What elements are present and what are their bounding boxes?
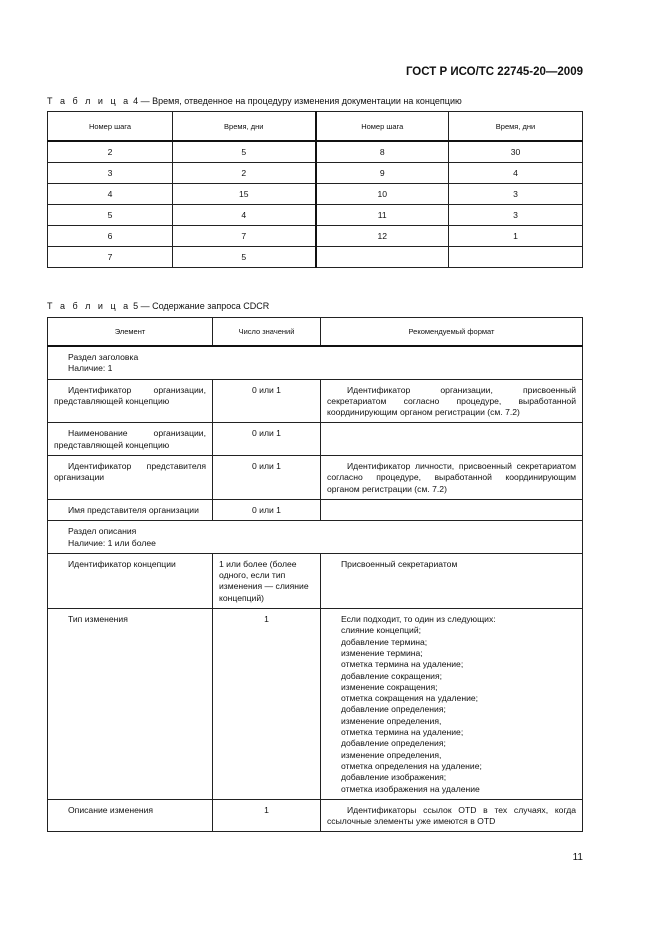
format-cell	[321, 423, 583, 456]
change-type-option: отметка сокращения на удаление;	[341, 693, 479, 704]
document-id: ГОСТ Р ИСО/ТС 22745-20—2009	[405, 66, 583, 78]
column-header: Элемент	[48, 318, 213, 347]
table5-caption	[47, 301, 269, 311]
format-cell: Идентификатор организации, присвоенный секретариатом согласно процедуре, выработанной координирующим органом регистрации (см. 7.2)	[321, 379, 583, 423]
change-type-option: изменение определения,	[341, 749, 442, 760]
page-number: 11	[572, 852, 583, 863]
count-cell: 0 или 1	[213, 456, 321, 500]
table-row	[48, 226, 583, 247]
time-days-cell: 3	[449, 184, 583, 205]
change-type-option: добавление термина;	[341, 636, 428, 647]
time-days-cell: 4	[449, 163, 583, 184]
table-row	[48, 499, 583, 520]
change-type-option: отметка термина на удаление;	[341, 659, 464, 670]
step-number-cell: 3	[48, 163, 173, 184]
section-row	[48, 521, 583, 554]
time-days-cell	[449, 247, 583, 268]
table-4	[47, 111, 583, 268]
step-number-cell: 2	[48, 141, 173, 163]
change-type-option: добавление сокращения;	[341, 670, 443, 681]
count-cell: 0 или 1	[213, 379, 321, 423]
change-type-option: отметка изображения на удаление	[341, 783, 480, 794]
section-title: Раздел заголовка	[68, 352, 139, 362]
time-days-cell: 5	[173, 247, 316, 268]
count-cell: 0 или 1	[213, 499, 321, 520]
table-row	[48, 184, 583, 205]
element-cell: Наименование организации, представляющей концепцию	[48, 423, 213, 456]
format-cell: Идентификатор личности, присвоенный секретариатом согласно процедуре, выработанной координирующим органом регистрации (см. 7.2)	[321, 456, 583, 500]
step-number-cell: 11	[316, 205, 449, 226]
step-number-cell: 5	[48, 205, 173, 226]
table-row	[48, 205, 583, 226]
column-header: Номер шага	[316, 112, 449, 142]
table-row	[48, 553, 583, 608]
time-days-cell: 4	[173, 205, 316, 226]
step-number-cell	[316, 247, 449, 268]
change-type-option: изменение определения,	[341, 715, 442, 726]
change-type-option: отметка определения на удаление;	[341, 760, 482, 771]
element-cell: Тип изменения	[48, 609, 213, 800]
time-days-cell: 1	[449, 226, 583, 247]
element-cell: Идентификатор организации, представляющей концепцию	[48, 379, 213, 423]
element-cell: Идентификатор концепции	[48, 553, 213, 608]
change-type-option: добавление определения;	[341, 738, 446, 749]
change-type-option: Если подходит, то один из следующих:	[341, 614, 496, 625]
step-number-cell: 8	[316, 141, 449, 163]
section-row	[48, 346, 583, 379]
step-number-cell: 6	[48, 226, 173, 247]
step-number-cell: 7	[48, 247, 173, 268]
column-header: Число значений	[213, 318, 321, 347]
step-number-cell: 10	[316, 184, 449, 205]
time-days-cell: 30	[449, 141, 583, 163]
count-cell: 1	[213, 799, 321, 832]
change-type-option: слияние концепций;	[341, 625, 422, 636]
column-header: Рекомендуемый формат	[321, 318, 583, 347]
element-cell: Имя представителя организации	[48, 499, 213, 520]
column-header: Время, дни	[449, 112, 583, 142]
section-presence: Наличие: 1 или более	[68, 537, 156, 548]
change-type-option: изменение сокращения;	[341, 681, 438, 692]
format-cell: Идентификаторы ссылок OTD в тех случаях, когда ссылочные элементы уже имеются в OTD	[321, 799, 583, 832]
table-row	[48, 609, 583, 800]
section-presence: Наличие: 1	[68, 363, 113, 374]
change-type-option: добавление определения;	[341, 704, 446, 715]
step-number-cell: 12	[316, 226, 449, 247]
time-days-cell: 3	[449, 205, 583, 226]
table-row	[48, 141, 583, 163]
table-row	[48, 247, 583, 268]
count-cell: 1 или более (более одного, если тип изменения — слияние концепций)	[213, 553, 321, 608]
section-title: Раздел описания	[68, 526, 137, 537]
column-header: Номер шага	[48, 112, 173, 142]
table4-caption	[47, 96, 462, 106]
count-cell: 1	[213, 609, 321, 800]
table-row	[48, 456, 583, 500]
format-cell	[321, 499, 583, 520]
element-cell: Идентификатор представителя организации	[48, 456, 213, 500]
step-number-cell: 9	[316, 163, 449, 184]
time-days-cell: 15	[173, 184, 316, 205]
caption-text: 4 — Время, отведенное на процедуру изменения документации на концепцию	[130, 96, 462, 106]
caption-label: Т а б л и ц а	[47, 301, 131, 311]
table-row	[48, 799, 583, 832]
format-cell: Присвоенный секретариатом	[321, 553, 583, 608]
table-row	[48, 423, 583, 456]
table-5	[47, 317, 583, 832]
format-cell	[321, 609, 583, 800]
change-type-option: добавление изображения;	[341, 772, 447, 783]
caption-text: 5 — Содержание запроса CDCR	[130, 301, 270, 311]
element-cell: Описание изменения	[48, 799, 213, 832]
time-days-cell: 2	[173, 163, 316, 184]
step-number-cell: 4	[48, 184, 173, 205]
column-header: Время, дни	[173, 112, 316, 142]
change-type-option: изменение термина;	[341, 647, 423, 658]
caption-label: Т а б л и ц а	[47, 96, 131, 106]
table-row	[48, 163, 583, 184]
table-row	[48, 379, 583, 423]
time-days-cell: 5	[173, 141, 316, 163]
change-type-option: отметка термина на удаление;	[341, 727, 464, 738]
time-days-cell: 7	[173, 226, 316, 247]
count-cell: 0 или 1	[213, 423, 321, 456]
